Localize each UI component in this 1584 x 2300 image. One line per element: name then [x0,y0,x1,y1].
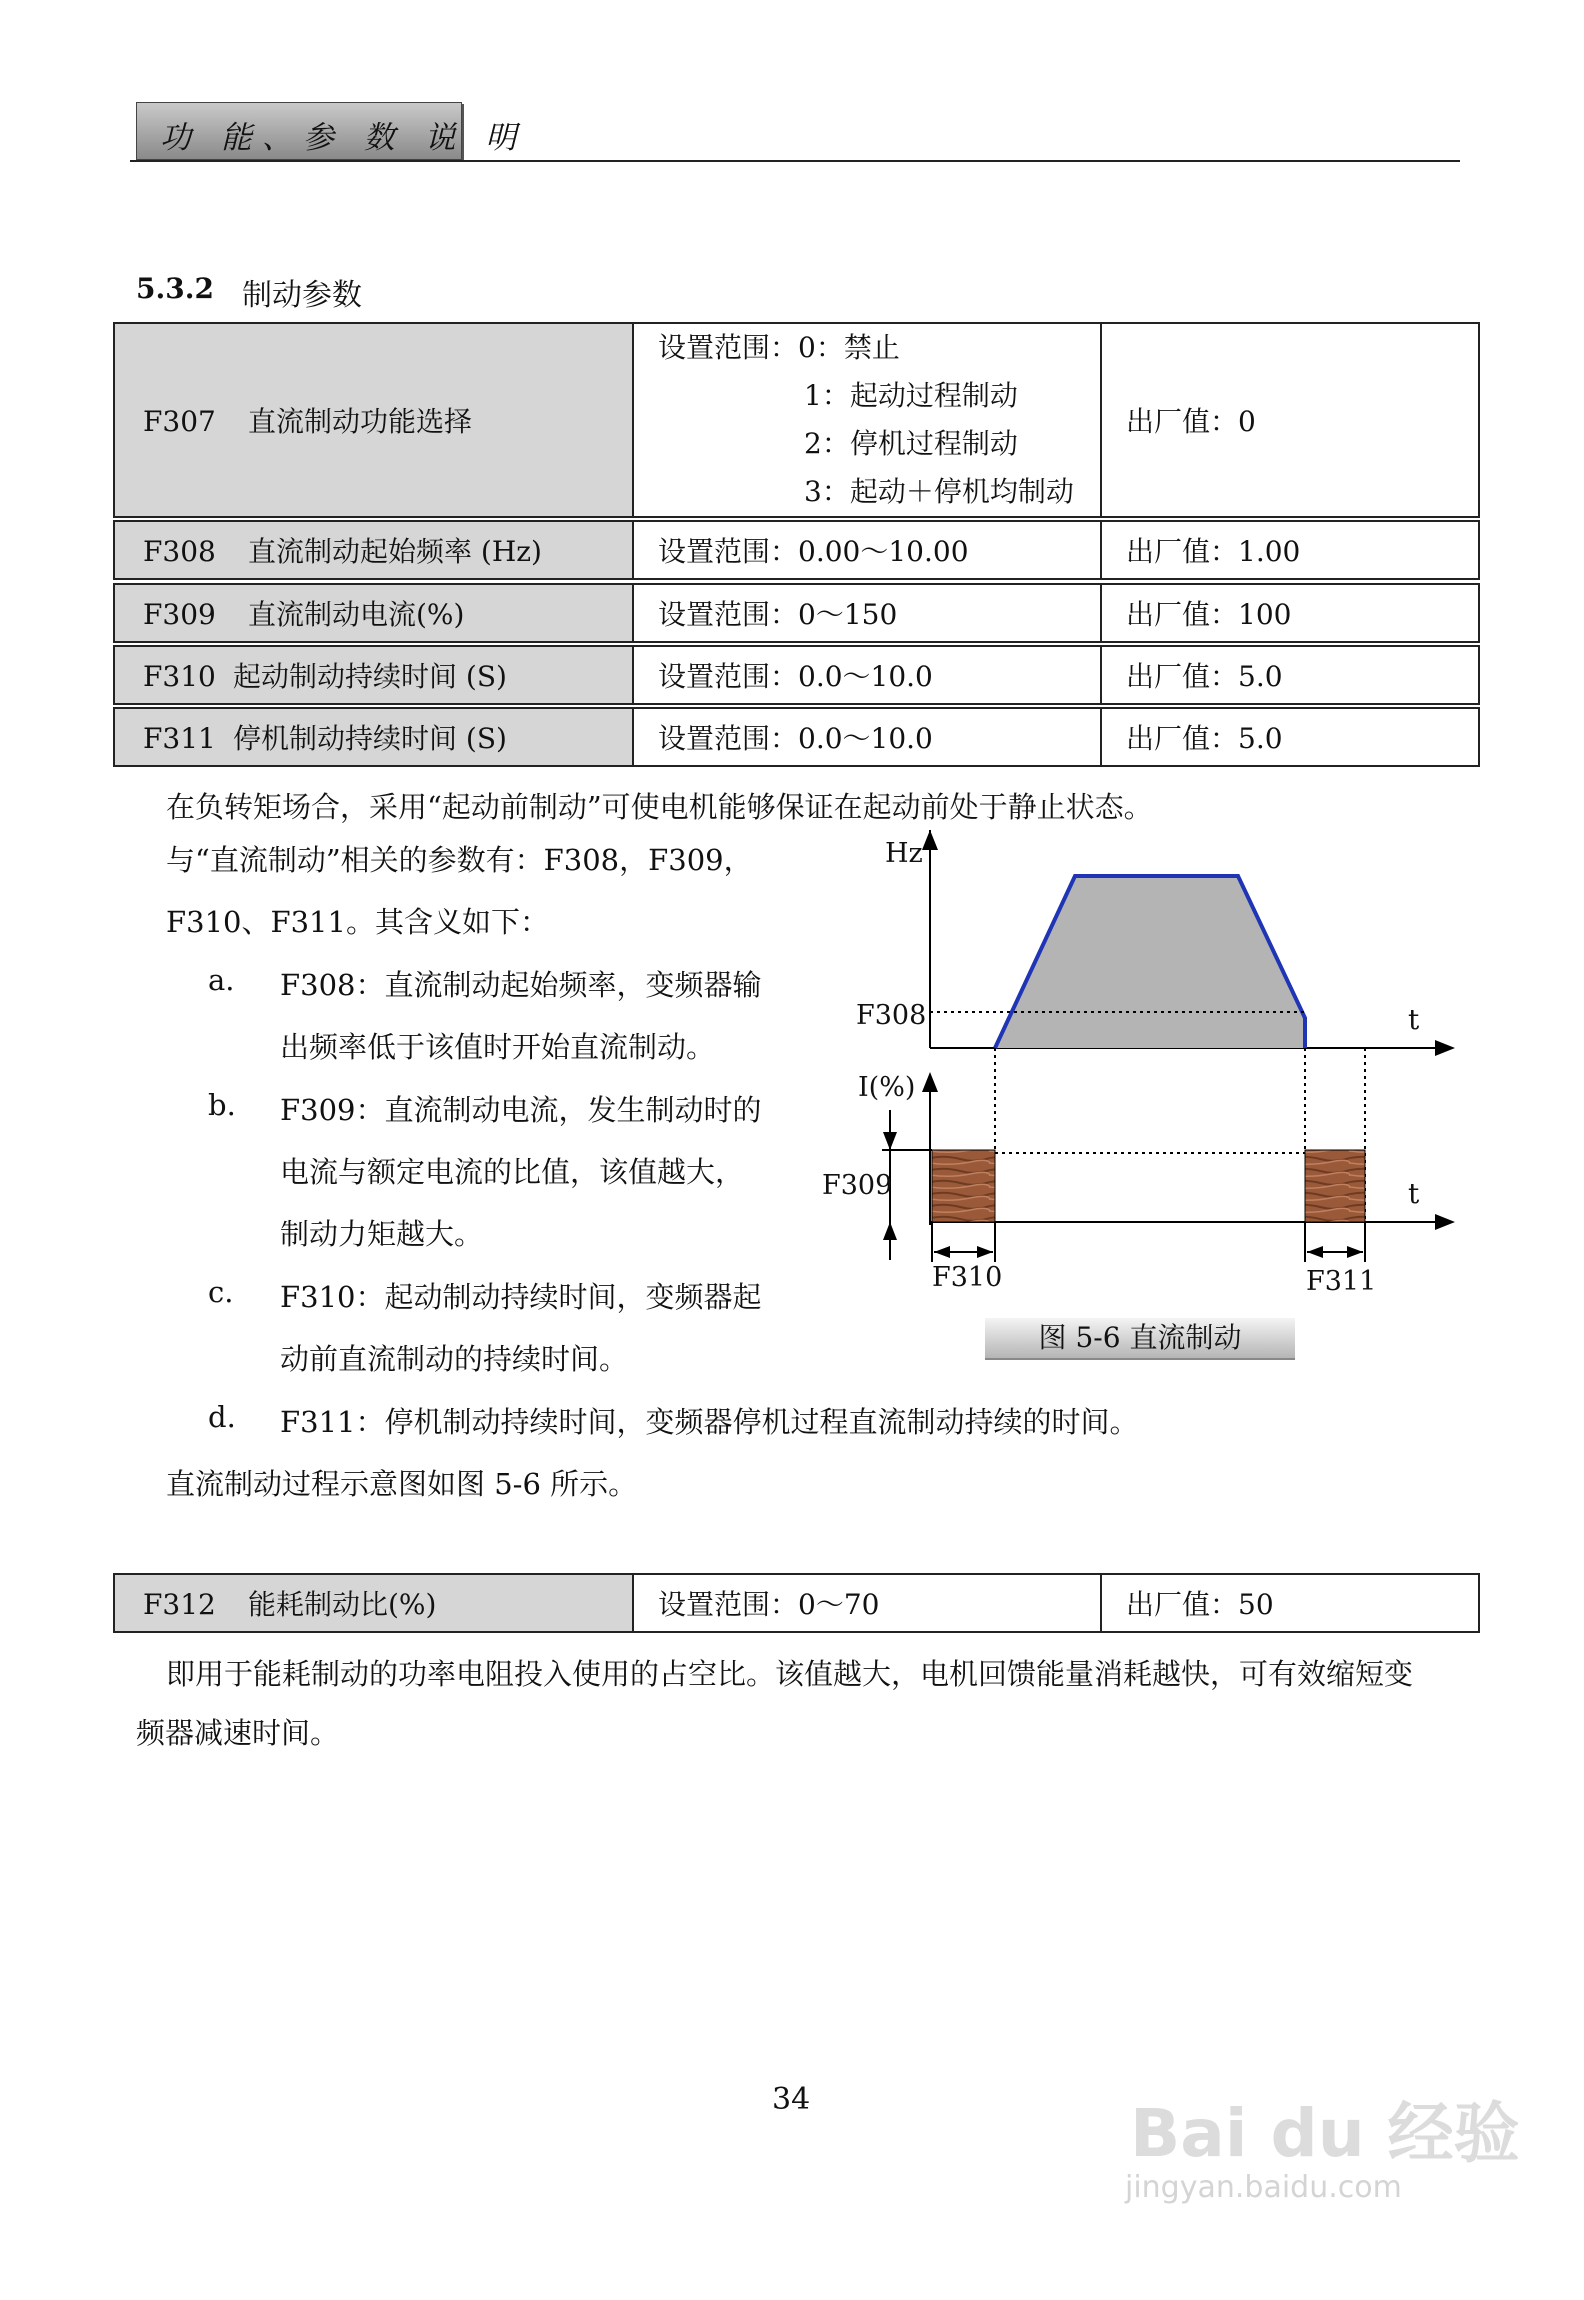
param-default-cell [1101,521,1479,579]
param-default: 出厂值：5.0 [1126,660,1283,693]
item-mark: d. [208,1400,236,1434]
param-table-f309 [113,583,1480,643]
label-f311: F311 [1306,1266,1377,1297]
param-default-cell [1101,584,1479,642]
f310-arrow-left [934,1246,950,1258]
param-name: 直流制动电流(%) [248,598,465,631]
param-code: F311 [143,722,216,755]
item-text: F308：直流制动起始频率，变频器输 [280,968,762,1002]
i-axis-arrow [922,1072,938,1092]
hz-axis-arrow [922,830,938,850]
param-name: 起动制动持续时间 (S) [233,660,507,693]
f309-arrow-down [883,1132,897,1150]
param-name-cell [114,646,633,704]
param-default-cell [1101,323,1479,517]
param-default: 出厂值：0 [1126,405,1256,438]
param-table-f310 [113,645,1480,705]
param-code: F308 [143,535,216,568]
label-t-upper: t [1408,1003,1420,1036]
item-mark: c. [208,1275,234,1309]
param-table-f311 [113,707,1480,767]
frequency-profile-fill [995,876,1305,1048]
param-default: 出厂值：5.0 [1126,722,1283,755]
param-default-cell [1101,1574,1479,1632]
f311-arrow-right [1347,1246,1363,1258]
param-range: 设置范围：0～150 [658,598,898,631]
param-code: F312 [143,1588,216,1621]
paragraph-intro: 在负转矩场合，采用“起动前制动”可使电机能够保证在起动前处于静止状态。 [166,790,1153,824]
item-text: F310：起动制动持续时间，变频器起 [280,1280,762,1314]
param-range: 设置范围：0～70 [658,1588,880,1621]
paragraph-figure-ref: 直流制动过程示意图如图 5-6 所示。 [166,1467,638,1501]
param-name: 能耗制动比(%) [248,1588,437,1621]
range-line: 3：起动＋停机均制动 [804,475,1074,508]
param-name-cell [114,323,633,517]
param-name-cell [114,1574,633,1632]
param-default-cell [1101,708,1479,766]
param-code: F310 [143,660,216,693]
paragraph-related-1: 与“直流制动”相关的参数有：F308，F309， [166,843,753,877]
param-range: 设置范围：0.0～10.0 [658,660,933,693]
param-table-f312 [113,1573,1480,1633]
param-range-cell [633,708,1101,766]
param-range-cell [633,584,1101,642]
param-name: 停机制动持续时间 (S) [233,722,507,755]
param-range: 设置范围：0.0～10.0 [658,722,933,755]
param-table-f308 [113,520,1480,580]
item-text: 出频率低于该值时开始直流制动。 [280,1030,716,1064]
t-axis-upper-arrow [1435,1040,1455,1056]
param-default: 出厂值：50 [1126,1588,1274,1621]
paragraph-related-2: F310、F311。其含义如下： [166,905,549,939]
param-name: 直流制动功能选择 [248,405,473,438]
paragraph-f312-1: 即用于能耗制动的功率电阻投入使用的占空比。该值越大，电机回馈能量消耗越快，可有效缩短变 [166,1657,1414,1691]
param-default: 出厂值：100 [1126,598,1292,631]
param-range-cell [633,323,1101,517]
label-f308: F308 [856,1000,927,1031]
f309-arrow-up [883,1222,897,1240]
figure-caption: 图 5-6 直流制动 [985,1318,1295,1360]
param-name-cell [114,521,633,579]
item-text: 动前直流制动的持续时间。 [280,1342,629,1376]
header-title: 功 能、参 数 说 明 [160,120,527,156]
label-hz: Hz [885,838,923,869]
item-text: F309：直流制动电流，发生制动时的 [280,1093,762,1127]
page-number: 34 [772,2082,811,2117]
param-name-cell [114,708,633,766]
item-text: 制动力矩越大。 [280,1217,484,1251]
label-f309: F309 [822,1170,893,1201]
item-text: 电流与额定电流的比值，该值越大， [280,1155,745,1189]
label-f310: F310 [932,1262,1003,1293]
f311-arrow-left [1307,1246,1323,1258]
t-axis-lower-arrow [1435,1214,1455,1230]
label-current-percent: I(%) [858,1072,916,1103]
paragraph-f312-2: 频器减速时间。 [136,1716,340,1750]
watermark-logo: Bai du 经验 [1130,2095,1520,2172]
section-title: 制动参数 [242,278,362,313]
param-code: F309 [143,598,216,631]
header-rule [130,160,1460,162]
param-name: 直流制动起始频率 (Hz) [248,535,542,568]
stop-brake-block [1305,1150,1365,1222]
item-mark: a. [208,963,235,997]
param-name-cell [114,584,633,642]
f310-arrow-right [977,1246,993,1258]
range-line: 设置范围：0：禁止 [658,331,900,364]
item-mark: b. [208,1088,236,1122]
param-code: F307 [143,405,216,438]
param-range-cell [633,521,1101,579]
param-range-cell [633,646,1101,704]
dc-braking-diagram [810,830,1460,1310]
param-default-cell [1101,646,1479,704]
range-line: 1：起动过程制动 [804,379,1018,412]
item-text: F311：停机制动持续时间，变频器停机过程直流制动持续的时间。 [280,1405,1139,1439]
range-line: 2：停机过程制动 [804,427,1018,460]
param-table-f307 [113,322,1480,518]
start-brake-block [932,1150,995,1222]
param-range: 设置范围：0.00～10.00 [658,535,969,568]
param-range-cell [633,1574,1101,1632]
watermark-url: jingyan.baidu.com [1125,2170,1402,2205]
section-number: 5.3.2 [136,272,214,305]
param-default: 出厂值：1.00 [1126,535,1301,568]
label-t-lower: t [1408,1177,1420,1210]
